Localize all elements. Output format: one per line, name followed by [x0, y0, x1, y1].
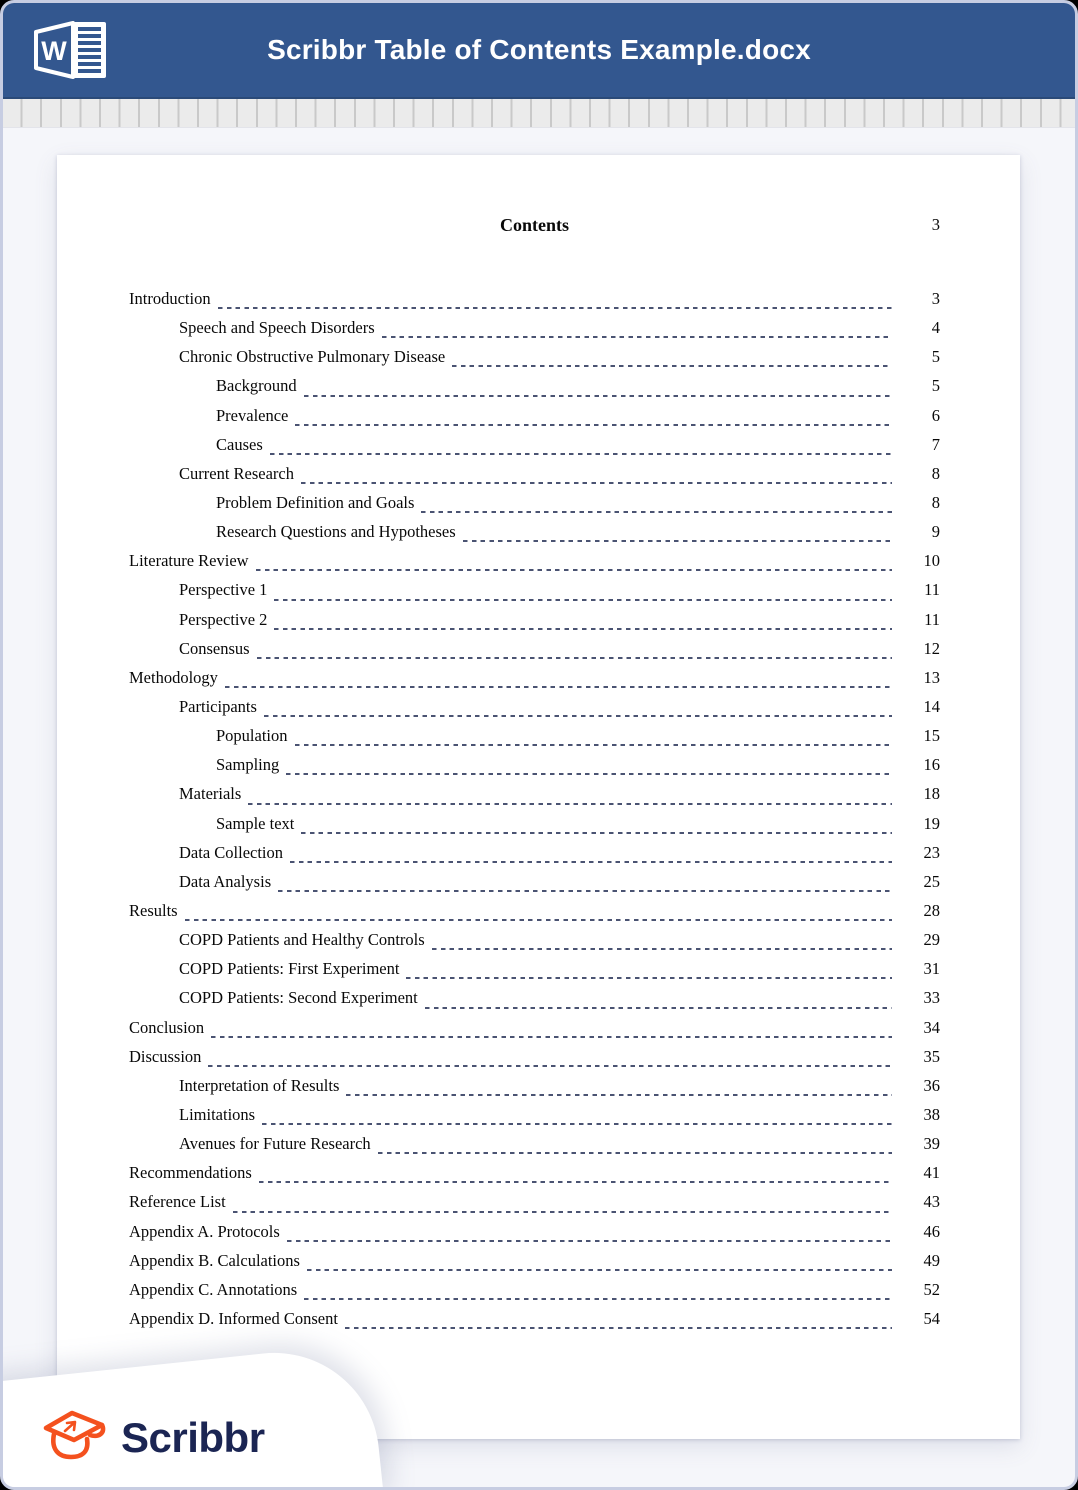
toc-leader-dashes: [270, 453, 892, 455]
toc-page-number: 12: [923, 638, 940, 658]
toc-entry-label: Sample text: [216, 813, 295, 833]
toc-entry-label: Population: [216, 726, 288, 746]
toc-entry-label: Literature Review: [129, 551, 249, 571]
toc-entry-label: COPD Patients and Healthy Controls: [179, 930, 425, 950]
toc-leader-dashes: [264, 715, 892, 717]
toc-entry-label: Current Research: [179, 463, 294, 483]
toc-page-number: 25: [923, 871, 940, 891]
toc-page-number: 43: [923, 1192, 940, 1212]
toc-page-number: 6: [931, 405, 940, 425]
toc-entry[interactable]: [129, 406, 940, 435]
toc-entry[interactable]: [129, 1105, 940, 1134]
toc-page-number: 49: [923, 1250, 940, 1270]
toc-leader-dashes: [346, 1094, 892, 1096]
toc-entry[interactable]: [129, 347, 940, 376]
toc-entry[interactable]: [129, 551, 940, 580]
toc-entry-label: Limitations: [179, 1104, 256, 1124]
toc-entry[interactable]: [129, 726, 940, 755]
toc-entry-label: Problem Definition and Goals: [216, 492, 415, 512]
toc-entry-label: Appendix C. Annotations: [129, 1279, 298, 1299]
toc-page-number: 3: [931, 289, 940, 308]
toc-leader-dashes: [452, 365, 892, 367]
toc-entry[interactable]: [129, 959, 940, 988]
toc-entry[interactable]: [129, 668, 940, 697]
toc-leader-dashes: [257, 657, 892, 659]
toc-page-number: 36: [923, 1075, 940, 1095]
toc-entry-label: Speech and Speech Disorders: [179, 318, 375, 338]
toc-entry[interactable]: [129, 464, 940, 493]
toc-page-number: 8: [931, 463, 940, 483]
toc-entry[interactable]: [129, 814, 940, 843]
toc-leader-dashes: [218, 307, 892, 309]
toc-leader-dashes: [274, 628, 892, 630]
toc-entry[interactable]: [129, 988, 940, 1017]
toc-entry-label: Data Analysis: [179, 871, 272, 891]
toc-page-number: 9: [931, 522, 940, 542]
toc-page-number: 31: [923, 959, 940, 979]
toc-leader-dashes: [287, 1240, 892, 1242]
toc-leader-dashes: [463, 540, 892, 542]
toc-leader-dashes: [278, 890, 892, 892]
toc-entry[interactable]: [129, 1280, 940, 1309]
toc-leader-dashes: [425, 1007, 892, 1009]
title-bar: [3, 3, 1075, 99]
toc-page-number: 10: [923, 551, 940, 571]
toc-entry[interactable]: [129, 610, 940, 639]
toc-entry-label: Prevalence: [216, 405, 289, 425]
toc-entry[interactable]: [129, 1192, 940, 1221]
toc-page-number: 35: [923, 1046, 940, 1066]
scribbr-logo: [41, 1409, 265, 1467]
toc-entry[interactable]: [129, 522, 940, 551]
toc-page-number: 8: [931, 492, 940, 512]
toc-entry[interactable]: [129, 493, 940, 522]
toc-entry[interactable]: [129, 639, 940, 668]
toc-page-number: 16: [923, 755, 940, 775]
toc-entry[interactable]: [129, 1309, 940, 1338]
toc-leader-dashes: [382, 336, 892, 338]
toc-entry-label: Appendix D. Informed Consent: [129, 1308, 338, 1328]
toc-entry-label: Reference List: [129, 1192, 226, 1212]
toc-page-number: 19: [923, 813, 940, 833]
page-content: [57, 155, 1020, 1439]
toc-entry[interactable]: [129, 318, 940, 347]
toc-leader-dashes: [208, 1065, 892, 1067]
svg-text:W: W: [41, 36, 67, 66]
toc-leader-dashes: [233, 1211, 892, 1213]
toc-entry-label: Consensus: [179, 638, 250, 658]
toc-entry-label: COPD Patients: First Experiment: [179, 959, 400, 979]
toc-leader-dashes: [295, 424, 892, 426]
toc-entry[interactable]: [129, 843, 940, 872]
toc-entry[interactable]: [129, 1018, 940, 1047]
toc-entry[interactable]: [129, 1134, 940, 1163]
contents-heading-page-number: 3: [931, 215, 940, 234]
toc-page-number: 34: [923, 1017, 940, 1037]
toc-entry[interactable]: [129, 901, 940, 930]
toc-page-number: 5: [931, 376, 940, 396]
toc-leader-dashes: [286, 773, 892, 775]
toc-entry-label: Discussion: [129, 1046, 202, 1066]
toc-page-number: 33: [923, 988, 940, 1008]
toc-entry[interactable]: [129, 580, 940, 609]
toc-entry[interactable]: [129, 1251, 940, 1280]
toc-leader-dashes: [345, 1327, 892, 1329]
toc-entry-label: Participants: [179, 696, 257, 716]
toc-entry-label: Perspective 2: [179, 609, 268, 629]
toc-page-number: 4: [931, 318, 940, 338]
toc-entry-label: Materials: [179, 784, 242, 804]
toc-leader-dashes: [406, 977, 892, 979]
toc-entry-label: Research Questions and Hypotheses: [216, 522, 456, 542]
toc-page-number: 54: [923, 1308, 940, 1328]
toc-leader-dashes: [432, 948, 892, 950]
toc-entry-label: Appendix B. Calculations: [129, 1250, 300, 1270]
toc-leader-dashes: [301, 482, 892, 484]
toc-entry-label: Perspective 1: [179, 580, 268, 600]
toc-page-number: 13: [923, 667, 940, 687]
toc-entry[interactable]: [129, 872, 940, 901]
toc-entry[interactable]: [129, 289, 940, 318]
toc-entry-label: COPD Patients: Second Experiment: [179, 988, 418, 1008]
toc-page-number: 46: [923, 1221, 940, 1241]
toc-leader-dashes: [259, 1181, 892, 1183]
toc-page-number: 52: [923, 1279, 940, 1299]
toc-page-number: 11: [924, 609, 940, 629]
toc-leader-dashes: [301, 832, 892, 834]
document-title: Scribbr Table of Contents Example.docx: [267, 34, 811, 65]
contents-heading-row: [129, 215, 940, 239]
toc-entry-label: Introduction: [129, 289, 211, 308]
toc-entry[interactable]: [129, 435, 940, 464]
toc-entry-label: Background: [216, 376, 297, 396]
toc-entry[interactable]: [129, 755, 940, 784]
toc-entry[interactable]: [129, 784, 940, 813]
word-icon: [27, 19, 115, 81]
toc-entry-label: Sampling: [216, 755, 280, 775]
toc-entry-label: Avenues for Future Research: [179, 1134, 371, 1154]
graduation-cap-icon: [41, 1409, 109, 1467]
toc-entry[interactable]: [129, 930, 940, 959]
toc-entry[interactable]: [129, 1222, 940, 1251]
toc-leader-dashes: [225, 686, 892, 688]
toc-entry-label: Interpretation of Results: [179, 1075, 340, 1095]
toc-page-number: 14: [923, 696, 940, 716]
toc-entry-label: Results: [129, 900, 178, 920]
toc-entry[interactable]: [129, 1076, 940, 1105]
toc-entry[interactable]: [129, 1047, 940, 1076]
toc-entry-label: Methodology: [129, 667, 218, 687]
contents-heading: Contents: [499, 215, 569, 235]
toc-leader-dashes: [262, 1123, 892, 1125]
toc-leader-dashes: [248, 803, 892, 805]
toc-page-number: 7: [931, 434, 940, 454]
toc-leader-dashes: [304, 395, 892, 397]
toc-entry[interactable]: [129, 697, 940, 726]
toc-leader-dashes: [307, 1269, 892, 1271]
toc-leader-dashes: [274, 599, 892, 601]
toc-entry-label: Conclusion: [129, 1017, 205, 1037]
toc-page-number: 28: [923, 900, 940, 920]
toc-entry[interactable]: [129, 376, 940, 405]
toc-leader-dashes: [378, 1152, 892, 1154]
toc-leader-dashes: [256, 569, 892, 571]
toc-page-number: 5: [931, 347, 940, 367]
toc-list: [129, 289, 940, 1338]
scribbr-wordmark: Scribbr: [121, 1414, 265, 1461]
toc-entry-label: Chronic Obstructive Pulmonary Disease: [179, 347, 446, 367]
toc-entry-label: Recommendations: [129, 1163, 252, 1183]
toc-page-number: 15: [923, 726, 940, 746]
toc-leader-dashes: [295, 744, 892, 746]
toc-page-number: 39: [923, 1134, 940, 1154]
toc-page-number: 11: [924, 580, 940, 600]
toc-page-number: 29: [923, 930, 940, 950]
toc-entry-label: Causes: [216, 434, 263, 454]
toc-leader-dashes: [290, 861, 892, 863]
toc-page-number: 38: [923, 1104, 940, 1124]
toc-page-number: 41: [923, 1163, 940, 1183]
toc-page-number: 18: [923, 784, 940, 804]
toc-leader-dashes: [185, 919, 892, 921]
toc-leader-dashes: [211, 1036, 892, 1038]
toc-entry[interactable]: [129, 1163, 940, 1192]
toc-entry-label: Data Collection: [179, 842, 284, 862]
toc-entry-label: Appendix A. Protocols: [129, 1221, 280, 1241]
toc-leader-dashes: [421, 511, 892, 513]
toc-page-number: 23: [923, 842, 940, 862]
document-page: [57, 155, 1020, 1439]
toc-leader-dashes: [304, 1298, 892, 1300]
ruler: [3, 99, 1075, 128]
